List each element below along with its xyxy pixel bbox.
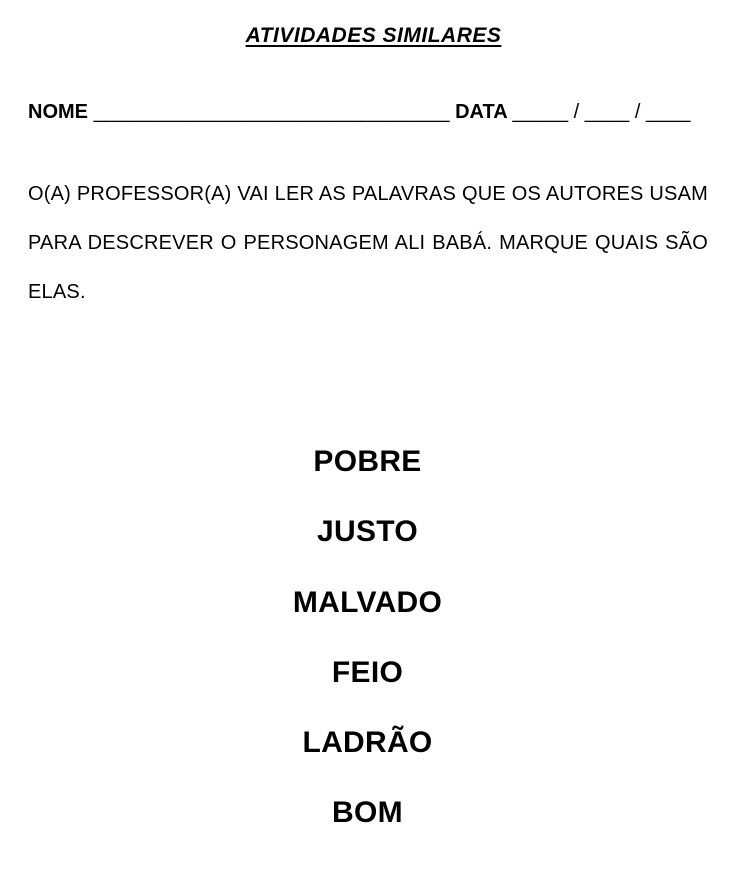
date-label: DATA (455, 101, 507, 123)
page-title: ATIVIDADES SIMILARES (245, 24, 502, 47)
name-field[interactable]: ________________________________ (93, 101, 450, 123)
date-day-field[interactable]: _____ (512, 101, 569, 123)
word-item[interactable]: POBRE (313, 445, 422, 478)
word-item[interactable]: BOM (332, 796, 403, 830)
date-month-field[interactable]: ____ (584, 101, 630, 123)
date-year-field[interactable]: ____ (645, 101, 691, 123)
word-list (0, 440, 735, 862)
word-item[interactable]: MALVADO (292, 585, 443, 619)
word-item[interactable]: FEIO (331, 655, 404, 689)
word-item[interactable]: LADRÃO (302, 726, 433, 760)
date-separator: / (573, 101, 580, 123)
word-item[interactable]: JUSTO (317, 515, 418, 549)
name-label: NOME (28, 101, 88, 123)
instructions-text: O(A) PROFESSOR(A) VAI LER AS PALAVRAS QUE OS AUTORES USAM PARA DESCREVER O PERSONAGEM ALI BABÁ. MARQUE QUAIS SÃO ELAS. (28, 183, 708, 303)
date-separator: / (634, 101, 641, 123)
name-date-line (28, 100, 708, 124)
